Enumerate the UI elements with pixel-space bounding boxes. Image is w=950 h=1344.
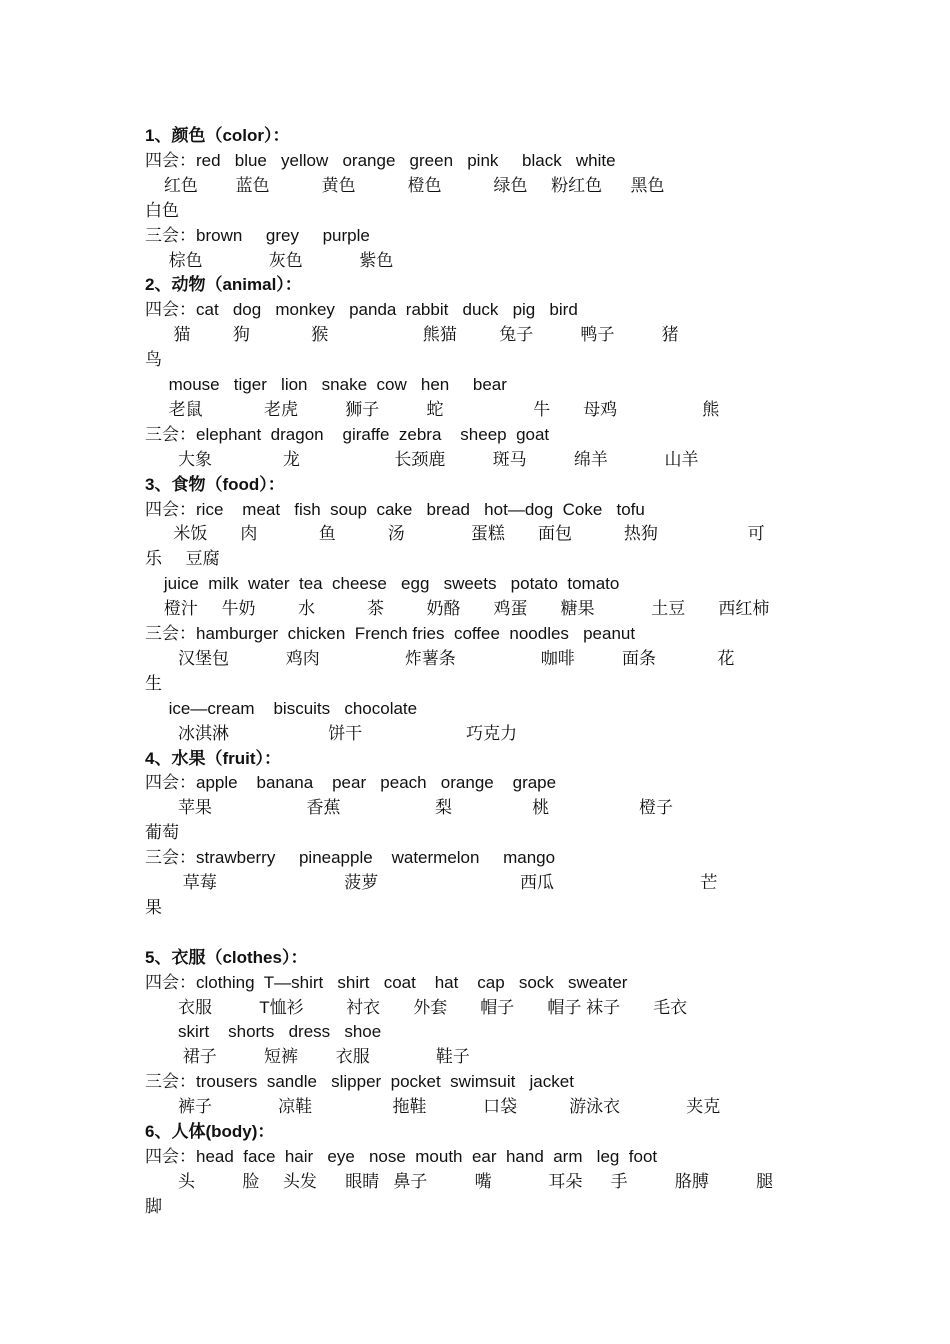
text-line: 三会：elephant dragon giraffe zebra sheep goat <box>145 424 550 444</box>
section-heading: 1、颜色（color）： <box>145 126 290 145</box>
section-heading: 4、水果（fruit）： <box>145 748 281 768</box>
text-line: 四会：apple banana pear peach orange grape <box>145 773 557 793</box>
text-line: mouse tiger lion snake cow hen bear <box>145 375 507 394</box>
text-line: 鸟 <box>145 350 162 370</box>
text-line: 三会：hamburger chicken French fries coffee noodles peanut <box>145 624 636 643</box>
text-line: 三会：brown grey purple <box>145 225 370 245</box>
text-line: 四会：red blue yellow orange green pink black white <box>145 150 616 170</box>
text-line: 三会：strawberry pineapple watermelon mango <box>145 848 556 868</box>
text-line: 三会：trousers sandle slipper pocket swimsuit jacket <box>145 1072 574 1092</box>
text-line: 苹果 香蕉 梨 桃 橙子 <box>145 798 674 818</box>
text-line: 四会：rice meat fish soup cake bread hot—dog Coke tofu <box>145 499 645 519</box>
text-line: 头 脸 头发 眼睛 鼻子 嘴 耳朵 手 胳膊 腿 <box>145 1171 774 1191</box>
text-line: 老鼠 老虎 狮子 蛇 牛 母鸡 熊 <box>145 399 720 419</box>
text-line: 猫 狗 猴 熊猫 兔子 鸭子 猪 <box>145 325 679 345</box>
section-heading: 5、衣服（clothes）： <box>145 947 308 967</box>
text-line: 冰淇淋 饼干 巧克力 <box>145 723 518 743</box>
text-line: 裤子 凉鞋 拖鞋 口袋 游泳衣 夹克 <box>145 1097 721 1117</box>
text-line: juice milk water tea cheese egg sweets potato tomato <box>145 574 620 594</box>
text-line: 裙子 短裤 衣服 鞋子 <box>145 1047 470 1067</box>
text-line: 棕色 灰色 紫色 <box>145 250 394 270</box>
text-line: 草莓 菠萝 西瓜 芒 <box>145 873 718 892</box>
text-line: 四会：clothing T—shirt shirt coat hat cap sock sweater <box>145 972 628 992</box>
text-line: 米饭 肉 鱼 汤 蛋糕 面包 热狗 可 <box>145 524 765 544</box>
text-line: 大象 龙 长颈鹿 斑马 绵羊 山羊 <box>145 449 699 469</box>
section-heading: 2、动物（animal）： <box>145 275 302 295</box>
text-line: skirt shorts dress shoe <box>145 1022 382 1042</box>
text-line: 乐 豆腐 <box>145 549 220 569</box>
text-line: ice—cream biscuits chocolate <box>145 698 418 718</box>
section-heading: 3、食物（food）： <box>145 474 285 494</box>
text-line: 脚 <box>145 1196 162 1216</box>
text-line: 橙汁 牛奶 水 茶 奶酪 鸡蛋 糖果 土豆 西红柿 <box>145 599 770 619</box>
text-line: 四会：cat dog monkey panda rabbit duck pig bird <box>145 300 578 320</box>
text-line: 红色 蓝色 黄色 橙色 绿色 粉红色 黑色 <box>145 175 665 195</box>
text-line: 葡萄 <box>145 823 179 843</box>
text-line: 衣服 T恤衫 衬衣 外套 帽子 帽子 袜子 毛衣 <box>145 997 688 1017</box>
text-line: 白色 <box>145 200 179 220</box>
text-line: 四会：head face hair eye nose mouth ear hand arm leg foot <box>145 1146 658 1166</box>
text-line: 汉堡包 鸡肉 炸薯条 咖啡 面条 花 <box>145 648 735 668</box>
text-line: 生 <box>145 673 162 693</box>
section-heading: 6、人体(body)： <box>145 1122 275 1141</box>
text-line: 果 <box>145 897 162 917</box>
